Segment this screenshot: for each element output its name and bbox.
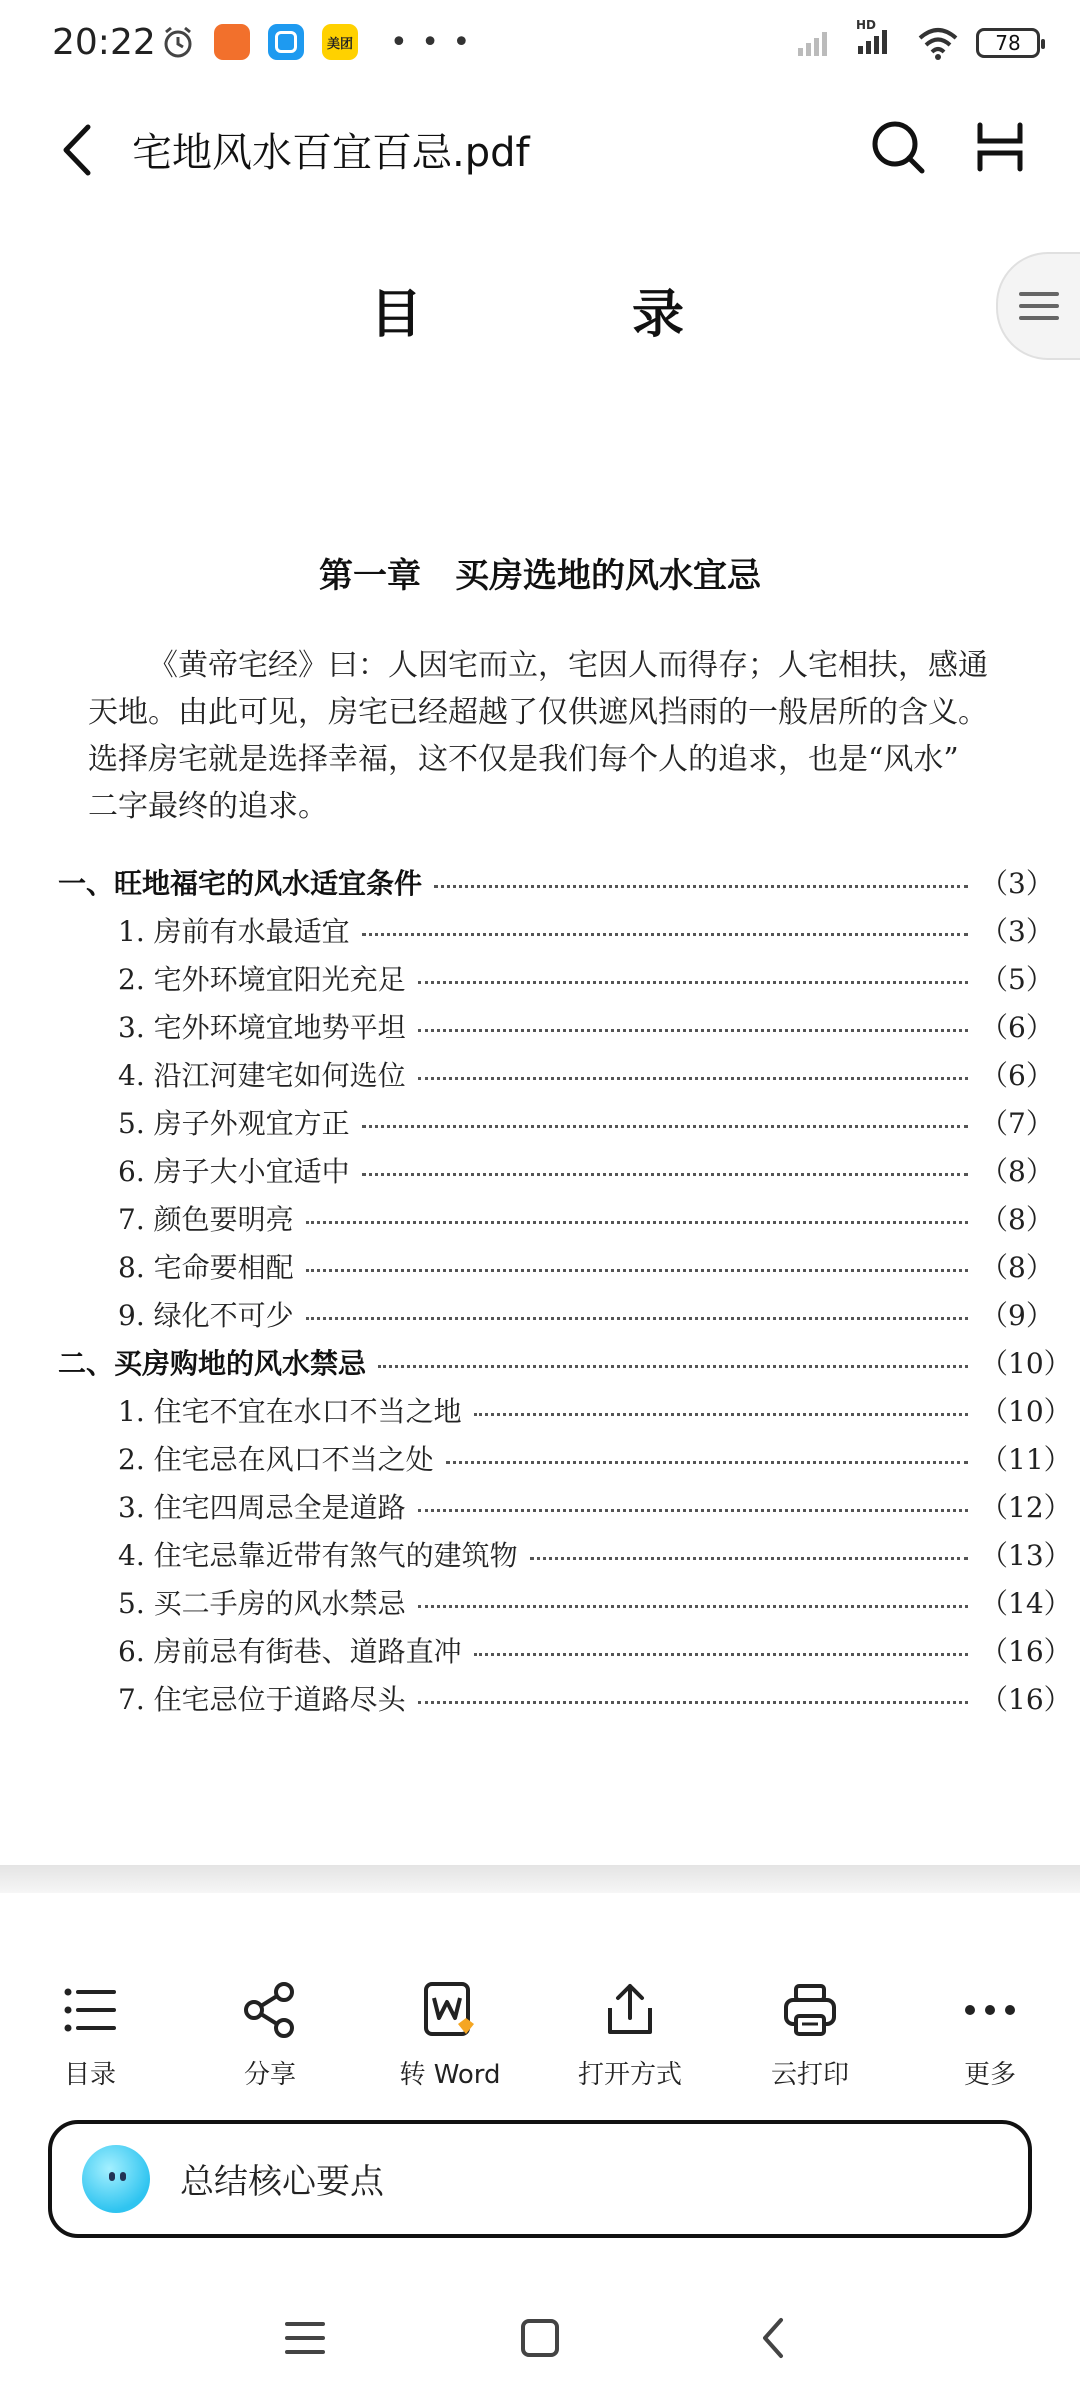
system-indicators xyxy=(796,18,1040,60)
toolbar-label: 分享 xyxy=(243,2060,296,2090)
chapter-title: 第一章 买房选地的风水宜忌 xyxy=(319,556,761,596)
toc-entry-title: 9. 绿化不可少 xyxy=(118,1299,294,1332)
status-bar xyxy=(0,0,1080,90)
toc-entry-title: 8. 宅命要相配 xyxy=(118,1251,294,1284)
back-arrow-icon[interactable] xyxy=(50,115,110,185)
toc-item-row[interactable] xyxy=(0,1530,1080,1578)
printer-icon xyxy=(778,1978,842,2042)
dot-leader xyxy=(362,1173,968,1176)
toc-entry-title: 6. 房前忌有街巷、道路直冲 xyxy=(118,1635,462,1668)
page-separator xyxy=(0,1865,1080,1893)
toc-item-row[interactable] xyxy=(0,1290,1080,1338)
dot-leader xyxy=(306,1221,968,1224)
toc-item-row[interactable] xyxy=(0,954,1080,1002)
signal-weak-icon xyxy=(796,28,840,58)
menu-icon xyxy=(1017,288,1061,324)
toc-page-number: （7） xyxy=(980,1107,1054,1140)
toc-page-number: （16） xyxy=(980,1683,1072,1716)
toc-item-row[interactable] xyxy=(0,1578,1080,1626)
toolbar-catalog-button[interactable] xyxy=(10,1978,170,2091)
signal-hd-icon: HD xyxy=(856,26,900,60)
dot-leader xyxy=(306,1317,968,1320)
ai-summary-button[interactable] xyxy=(48,2120,1032,2238)
meituan-app-icon: 美团 xyxy=(322,24,358,60)
dot-leader xyxy=(362,1125,968,1128)
toc-entry-title: 3. 住宅四周忌全是道路 xyxy=(118,1491,406,1524)
dot-leader xyxy=(530,1557,968,1560)
ai-assistant-avatar-icon xyxy=(82,2145,150,2213)
toc-page-number: （8） xyxy=(980,1203,1054,1236)
share-icon xyxy=(238,1978,302,2042)
system-nav-bar xyxy=(0,2280,1080,2400)
toolbar-more-button[interactable] xyxy=(910,1978,1070,2091)
toc-page-number: （5） xyxy=(980,963,1054,996)
toc-page-number: （9） xyxy=(980,1299,1054,1332)
open-with-icon xyxy=(598,1978,662,2042)
search-icon[interactable] xyxy=(868,117,928,177)
toc-entry-title: 5. 房子外观宜方正 xyxy=(118,1107,350,1140)
intro-line: 《黄帝宅经》曰：人因宅而立，宅因人而得存；人宅相扶，感通 xyxy=(148,648,988,683)
home-icon[interactable] xyxy=(510,2308,570,2368)
word-convert-icon xyxy=(418,1978,482,2042)
alarm-clock-icon xyxy=(160,24,196,60)
toc-entry-title: 4. 沿江河建宅如何选位 xyxy=(118,1059,406,1092)
toolbar-to-word-button[interactable] xyxy=(370,1978,530,2091)
recent-apps-icon[interactable] xyxy=(275,2308,335,2368)
toc-heading: 目 录 xyxy=(369,284,781,345)
dot-leader xyxy=(446,1461,968,1464)
toc-page-number: （11） xyxy=(980,1443,1072,1476)
toc-entry-title: 7. 住宅忌位于道路尽头 xyxy=(118,1683,406,1716)
dot-leader xyxy=(362,933,968,936)
toc-item-row[interactable] xyxy=(0,1386,1080,1434)
toc-page-number: （16） xyxy=(980,1635,1072,1668)
toc-item-row[interactable] xyxy=(0,1242,1080,1290)
document-title: 宅地风水百宜百忌.pdf xyxy=(132,130,530,176)
intro-line: 二字最终的追求。 xyxy=(88,789,328,824)
toc-item-row[interactable] xyxy=(0,1146,1080,1194)
toolbar-label: 转 Word xyxy=(399,2060,501,2090)
dot-leader xyxy=(306,1269,968,1272)
dot-leader xyxy=(418,1701,968,1704)
toolbar-label: 打开方式 xyxy=(577,2060,682,2090)
clock: 20:22 xyxy=(52,22,156,63)
back-icon[interactable] xyxy=(745,2308,805,2368)
toc-item-row[interactable] xyxy=(0,1098,1080,1146)
toc-entry-title: 3. 宅外环境宜地势平坦 xyxy=(118,1011,406,1044)
battery-indicator: 78 xyxy=(976,28,1040,58)
title-bar xyxy=(0,95,1080,205)
notification-icons xyxy=(160,24,472,60)
toc-item-row[interactable] xyxy=(0,1050,1080,1098)
toc-entry-title: 2. 宅外环境宜阳光充足 xyxy=(118,963,406,996)
toolbar-open-with-button[interactable] xyxy=(550,1978,710,2091)
toc-entry-title: 7. 颜色要明亮 xyxy=(118,1203,294,1236)
fit-width-icon[interactable] xyxy=(970,117,1030,177)
dot-leader xyxy=(418,1605,968,1608)
toc-item-row[interactable] xyxy=(0,906,1080,954)
toc-page-number: （6） xyxy=(980,1059,1054,1092)
wifi-icon xyxy=(916,26,960,60)
toc-page-number: （12） xyxy=(980,1491,1072,1524)
toc-page-number: （3） xyxy=(980,915,1054,948)
toolbar-label: 云打印 xyxy=(770,2060,849,2090)
toc-section-row[interactable] xyxy=(0,1338,1080,1386)
dot-leader xyxy=(418,981,968,984)
intro-line: 选择房宅就是选择幸福，这不仅是我们每个人的追求，也是“风水” xyxy=(88,742,959,777)
toc-entry-title: 5. 买二手房的风水禁忌 xyxy=(118,1587,406,1620)
toc-entry-title: 6. 房子大小宜适中 xyxy=(118,1155,350,1188)
toc-entry-title: 二、买房购地的风水禁忌 xyxy=(58,1347,367,1380)
toc-item-row[interactable] xyxy=(0,1626,1080,1674)
list-icon xyxy=(58,1978,122,2042)
toolbar-share-button[interactable] xyxy=(190,1978,350,2091)
toc-page-number: （14） xyxy=(980,1587,1072,1620)
bottom-toolbar xyxy=(0,1950,1080,2100)
toc-entry-title: 一、旺地福宅的风水适宜条件 xyxy=(58,867,423,900)
toc-page-number: （6） xyxy=(980,1011,1054,1044)
dot-leader xyxy=(418,1029,968,1032)
toc-item-row[interactable] xyxy=(0,1674,1080,1722)
toc-item-row[interactable] xyxy=(0,1482,1080,1530)
toc-page-number: （3） xyxy=(980,867,1054,900)
toc-page-number: （13） xyxy=(980,1539,1072,1572)
dot-leader xyxy=(378,1365,968,1368)
pdf-page xyxy=(0,210,1080,1865)
ai-summary-label: 总结核心要点 xyxy=(180,2162,384,2202)
toc-page-number: （8） xyxy=(980,1251,1054,1284)
toc-entry-title: 4. 住宅忌靠近带有煞气的建筑物 xyxy=(118,1539,518,1572)
toc-item-row[interactable] xyxy=(0,1434,1080,1482)
dot-leader xyxy=(474,1413,968,1416)
toolbar-label: 更多 xyxy=(963,2060,1016,2090)
orange-app-icon xyxy=(214,24,250,60)
toc-page-number: （8） xyxy=(980,1155,1054,1188)
toc-entry-title: 1. 房前有水最适宜 xyxy=(118,915,350,948)
dot-leader xyxy=(418,1077,968,1080)
dot-leader xyxy=(418,1509,968,1512)
toc-item-row[interactable] xyxy=(0,1194,1080,1242)
toc-page-number: （10） xyxy=(980,1395,1072,1428)
dot-leader xyxy=(474,1653,968,1656)
toc-entry-title: 2. 住宅忌在风口不当之处 xyxy=(118,1443,434,1476)
more-icon xyxy=(958,1978,1022,2042)
toc-entry-title: 1. 住宅不宜在水口不当之地 xyxy=(118,1395,462,1428)
toc-item-row[interactable] xyxy=(0,1002,1080,1050)
intro-line: 天地。由此可见，房宅已经超越了仅供遮风挡雨的一般居所的含义。 xyxy=(88,695,988,730)
dot-leader xyxy=(434,885,968,888)
more-notifications-icon: • • • xyxy=(390,24,473,60)
toolbar-label: 目录 xyxy=(63,2060,116,2090)
chapter-intro xyxy=(88,642,988,830)
toc-section-row[interactable] xyxy=(0,858,1080,906)
blue-app-icon xyxy=(268,24,304,60)
toolbar-cloud-print-button[interactable] xyxy=(730,1978,890,2091)
toc-page-number: （10） xyxy=(980,1347,1072,1380)
